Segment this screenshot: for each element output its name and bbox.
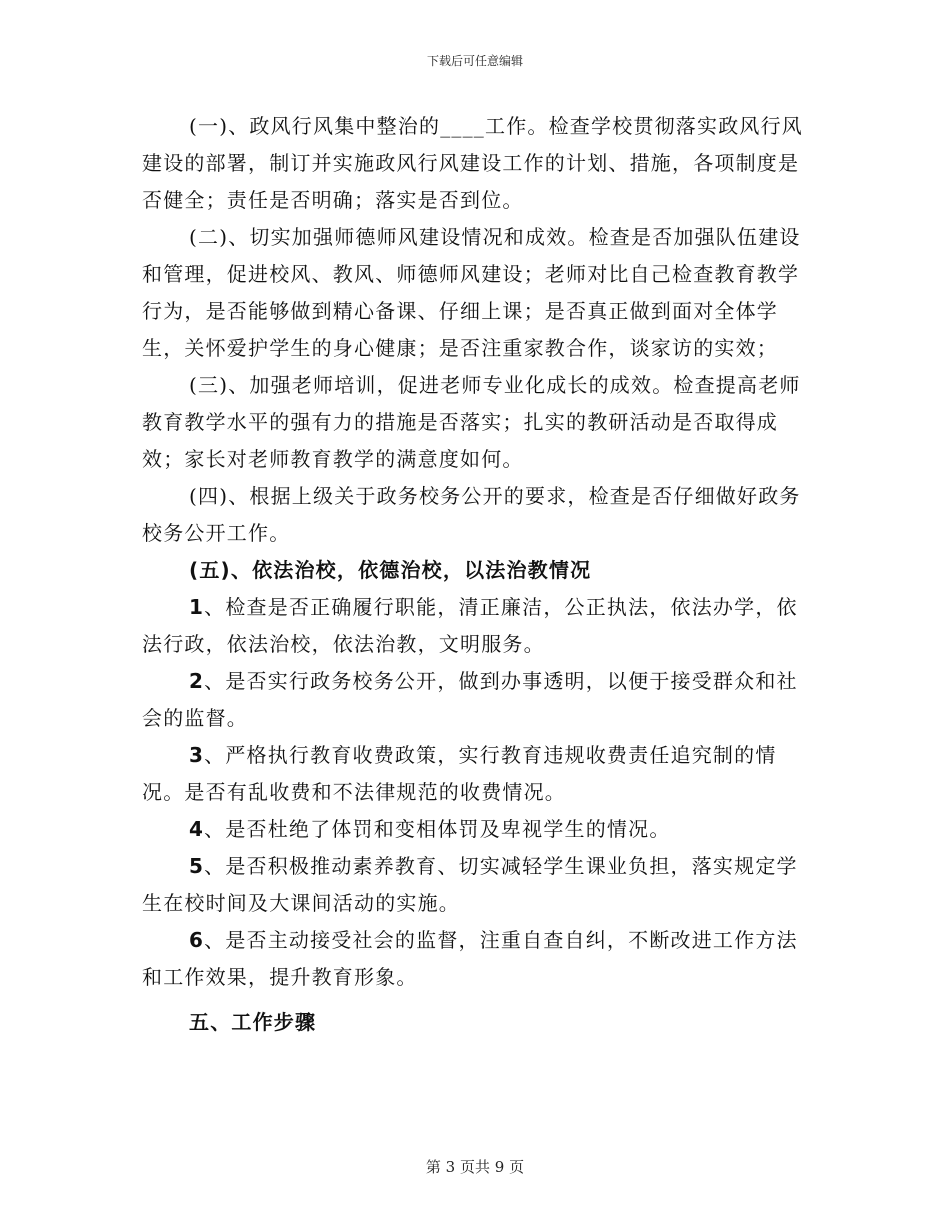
paragraph-2: (二)、切实加强师德师风建设情况和成效。检查是否加强队伍建设和管理，促进校风、教风、师德师风建设；老师对比自己检查教育教学行为，是否能够做到精心备课、仔细上课；是否真正做到面对全体学生，关怀爱护学生的身心健康；是否注重家教合作，谈家访的实效； — [142, 225, 801, 360]
paragraph-4: (四)、根据上级关于政务校务公开的要求，检查是否仔细做好政务校务公开工作。 — [142, 484, 801, 545]
list-item-text: 、是否实行政务校务公开，做到办事透明，以便于接受群众和社会的监督。 — [142, 669, 798, 730]
list-item-text: 、是否积极推动素养教育、切实减轻学生课业负担，落实规定学生在校时间及大课间活动的实施。 — [142, 854, 798, 915]
list-item — [142, 589, 810, 663]
list-item — [142, 811, 810, 848]
list-item-text: 、检查是否正确履行职能，清正廉洁，公正执法，依法办学，依法行政，依法治校，依法治教，文明服务。 — [142, 595, 798, 656]
paragraph-1: (一)、政风行风集中整治的____工作。检查学校贯彻落实政风行风建设的部署，制订并实施政风行风建设工作的计划、措施，各项制度是否健全；责任是否明确；落实是否到位。 — [142, 114, 804, 212]
section-heading-5: 五、工作步骤 — [189, 1010, 317, 1034]
page-header-note: 下载后可任意编辑 — [426, 54, 523, 68]
list-item — [142, 663, 810, 737]
list-item-text: 、严格执行教育收费政策，实行教育违规收费责任追究制的情况。是否有乱收费和不法律规范的收费情况。 — [142, 743, 777, 804]
page-number-footer: 第 3 页共 9 页 — [425, 1158, 525, 1176]
paragraph-3: (三)、加强老师培训，促进老师专业化成长的成效。检查提高老师教育教学水平的强有力的措施是否落实；扎实的教研活动是否取得成效；家长对老师教育教学的满意度如何。 — [142, 373, 801, 471]
list-item-number: 2 — [189, 669, 205, 693]
list-item-text: 、是否杜绝了体罚和变相体罚及卑视学生的情况。 — [204, 817, 671, 841]
list-item-number: 6 — [189, 928, 205, 952]
list-item-number: 3 — [189, 743, 205, 767]
list-item — [142, 848, 810, 922]
list-item — [142, 737, 810, 811]
list-item — [142, 922, 810, 996]
subheading-5: (五)、依法治校，依德治校，以法治教情况 — [189, 558, 592, 582]
list-item-number: 5 — [189, 854, 205, 878]
document-body — [142, 108, 810, 1041]
list-item-number: 4 — [189, 817, 205, 841]
list-item-text: 、是否主动接受社会的监督，注重自查自纠，不断改进工作方法和工作效果，提升教育形象。 — [142, 928, 798, 989]
list-item-number: 1 — [189, 595, 205, 619]
